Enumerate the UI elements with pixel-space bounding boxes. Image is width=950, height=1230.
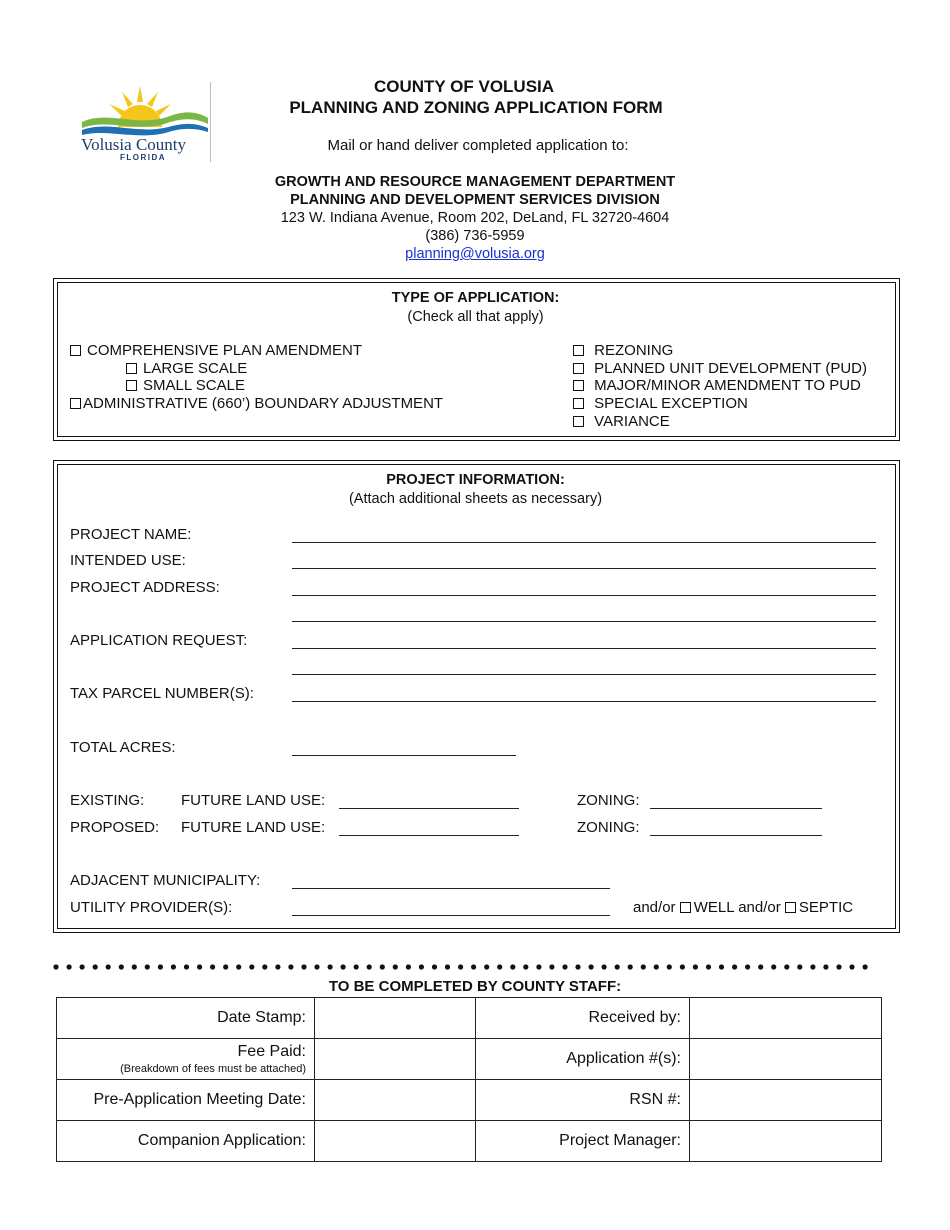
table-row: [57, 1039, 882, 1080]
application-type-heading: TYPE OF APPLICATION:: [391, 290, 560, 306]
separator-dot: [836, 964, 841, 969]
separator-dot: [810, 964, 815, 969]
rsn-label: RSN #:: [476, 1080, 690, 1121]
separator-dot: [93, 964, 98, 969]
separator-dot: [354, 964, 359, 969]
intended-use-label: INTENDED USE:: [70, 552, 186, 569]
existing-flu-label: FUTURE LAND USE:: [181, 792, 326, 809]
separator-dot: [523, 964, 528, 969]
pre-app-date-label: Pre-Application Meeting Date:: [57, 1080, 315, 1121]
separator-dot: [471, 964, 476, 969]
date-stamp-cell[interactable]: [315, 998, 476, 1039]
separator-dot: [132, 964, 137, 969]
separator-dot: [667, 964, 672, 969]
companion-app-label: Companion Application:: [57, 1121, 315, 1162]
sun-logo-icon: [78, 82, 212, 164]
separator-dot: [328, 964, 333, 969]
separator-dot: [288, 964, 293, 969]
title-county: COUNTY OF VOLUSIA: [373, 77, 555, 96]
separator-dot: [758, 964, 763, 969]
option-label: LARGE SCALE: [143, 360, 248, 377]
option-label: SMALL SCALE: [143, 377, 245, 394]
checkbox-septic[interactable]: [785, 902, 796, 913]
proposed-flu-label: FUTURE LAND USE:: [181, 819, 326, 836]
separator-dot: [797, 964, 802, 969]
separator-dot: [771, 964, 776, 969]
adjacent-municipality-label: ADJACENT MUNICIPALITY:: [70, 872, 261, 889]
project-name-label: PROJECT NAME:: [70, 526, 192, 543]
option-comprehensive-plan: [70, 342, 362, 360]
separator-dot: [197, 964, 202, 969]
rsn-cell[interactable]: [690, 1080, 882, 1121]
date-stamp-label: Date Stamp:: [57, 998, 315, 1039]
checkbox-small-scale[interactable]: [126, 380, 137, 391]
checkbox-pud-amendment[interactable]: [573, 380, 584, 391]
option-label: SPECIAL EXCEPTION: [594, 395, 748, 412]
separator-dot: [823, 964, 828, 969]
separator-dot: [210, 964, 215, 969]
proposed-label: PROPOSED:: [70, 819, 160, 836]
option-label: COMPREHENSIVE PLAN AMENDMENT: [87, 342, 363, 359]
separator-dot: [536, 964, 541, 969]
logo-text: Volusia County: [81, 135, 187, 154]
separator-dot: [706, 964, 711, 969]
option-label: VARIANCE: [594, 413, 670, 430]
option-rezoning: [573, 342, 673, 360]
division-name: PLANNING AND DEVELOPMENT SERVICES DIVISION: [290, 192, 660, 208]
separator-dot: [863, 964, 868, 969]
separator-dot: [80, 964, 85, 969]
staff-table: [56, 997, 882, 1162]
well-label: WELL: [693, 899, 735, 916]
fee-paid-label-cell: [57, 1039, 315, 1080]
and-or-text: and/or: [738, 899, 781, 916]
checkbox-well[interactable]: [680, 902, 691, 913]
project-info-subheading: (Attach additional sheets as necessary): [348, 491, 603, 507]
dotted-separator: [52, 962, 882, 972]
received-by-label: Received by:: [476, 998, 690, 1039]
tax-parcel-label: TAX PARCEL NUMBER(S):: [70, 685, 254, 702]
application-no-label: Application #(s):: [476, 1039, 690, 1080]
utility-provider-label: UTILITY PROVIDER(S):: [70, 899, 233, 916]
checkbox-rezoning[interactable]: [573, 345, 584, 356]
separator-dot: [301, 964, 306, 969]
septic-label: SEPTIC: [798, 899, 854, 916]
existing-zoning-label: ZONING:: [577, 792, 640, 809]
table-row: [57, 1080, 882, 1121]
application-no-cell[interactable]: [690, 1039, 882, 1080]
received-by-cell[interactable]: [690, 998, 882, 1039]
separator-dot: [393, 964, 398, 969]
separator-dot: [106, 964, 111, 969]
separator-dot: [432, 964, 437, 969]
separator-dot: [680, 964, 685, 969]
checkbox-large-scale[interactable]: [126, 363, 137, 374]
option-large-scale: [126, 360, 247, 378]
pre-app-date-cell[interactable]: [315, 1080, 476, 1121]
separator-dot: [158, 964, 163, 969]
option-special-exception: [573, 395, 748, 413]
separator-dot: [119, 964, 124, 969]
mail-instruction: Mail or hand deliver completed application to:: [327, 137, 629, 154]
logo-subtext: FLORIDA: [120, 153, 167, 162]
option-label: PLANNED UNIT DEVELOPMENT (PUD): [594, 360, 867, 377]
separator-dot: [367, 964, 372, 969]
application-request-label: APPLICATION REQUEST:: [70, 632, 248, 649]
checkbox-boundary-adjustment[interactable]: [70, 398, 81, 409]
fee-note: (Breakdown of fees must be attached): [120, 1063, 306, 1075]
separator-dot: [171, 964, 176, 969]
and-or-text: and/or: [633, 899, 676, 916]
checkbox-special-exception[interactable]: [573, 398, 584, 409]
separator-dot: [380, 964, 385, 969]
separator-dot: [445, 964, 450, 969]
project-manager-label: Project Manager:: [476, 1121, 690, 1162]
email-link[interactable]: planning@volusia.org: [405, 246, 545, 262]
separator-dot: [719, 964, 724, 969]
proposed-zoning-field[interactable]: [650, 835, 822, 836]
application-type-subheading: (Check all that apply): [407, 309, 544, 325]
project-manager-cell[interactable]: [690, 1121, 882, 1162]
option-small-scale: [126, 377, 245, 395]
fee-paid-label: Fee Paid:: [237, 1043, 306, 1060]
separator-dot: [784, 964, 789, 969]
option-boundary-adjustment: [70, 395, 443, 413]
separator-dot: [849, 964, 854, 969]
proposed-zoning-label: ZONING:: [577, 819, 640, 836]
separator-dot: [641, 964, 646, 969]
separator-dot: [314, 964, 319, 969]
tax-parcel-field[interactable]: [292, 701, 876, 702]
proposed-flu-field[interactable]: [339, 835, 519, 836]
separator-dot: [562, 964, 567, 969]
checkbox-variance[interactable]: [573, 416, 584, 427]
checkbox-comprehensive-plan[interactable]: [70, 345, 81, 356]
separator-dot: [693, 964, 698, 969]
separator-dot: [223, 964, 228, 969]
intended-use-field[interactable]: [292, 568, 876, 569]
fee-paid-cell[interactable]: [315, 1039, 476, 1080]
total-acres-label: TOTAL ACRES:: [70, 739, 176, 756]
existing-label: EXISTING:: [70, 792, 145, 809]
existing-flu-field[interactable]: [339, 808, 519, 809]
separator-dot: [53, 964, 58, 969]
separator-dot: [615, 964, 620, 969]
table-row: [57, 998, 882, 1039]
staff-section-heading: TO BE COMPLETED BY COUNTY STAFF:: [328, 978, 622, 995]
separator-dot: [341, 964, 346, 969]
separator-dot: [406, 964, 411, 969]
adjacent-municipality-field[interactable]: [292, 888, 610, 889]
separator-dot: [549, 964, 554, 969]
option-pud-amendment: [573, 377, 861, 395]
application-request-field-2[interactable]: [292, 674, 876, 675]
title-form: PLANNING AND ZONING APPLICATION FORM: [289, 98, 663, 117]
separator-dot: [510, 964, 515, 969]
separator-dot: [589, 964, 594, 969]
separator-dot: [745, 964, 750, 969]
application-request-field[interactable]: [292, 648, 876, 649]
phone-number: (386) 736-5959: [425, 228, 525, 244]
table-row: [57, 1121, 882, 1162]
department-name: GROWTH AND RESOURCE MANAGEMENT DEPARTMENT: [274, 174, 676, 190]
project-address-field-2[interactable]: [292, 621, 876, 622]
separator-dot: [732, 964, 737, 969]
separator-dot: [275, 964, 280, 969]
option-pud: [573, 360, 867, 378]
separator-dot: [497, 964, 502, 969]
separator-dot: [484, 964, 489, 969]
existing-zoning-field[interactable]: [650, 808, 822, 809]
separator-dot: [236, 964, 241, 969]
project-address-field[interactable]: [292, 595, 876, 596]
separator-dot: [67, 964, 72, 969]
volusia-county-logo: [78, 82, 212, 164]
option-label: REZONING: [594, 342, 674, 359]
separator-dot: [654, 964, 659, 969]
street-address: 123 W. Indiana Avenue, Room 202, DeLand, FL 32720-4604: [280, 210, 670, 226]
project-name-field[interactable]: [292, 542, 876, 543]
email-container: [215, 245, 735, 263]
project-address-label: PROJECT ADDRESS:: [70, 579, 220, 596]
option-label: MAJOR/MINOR AMENDMENT TO PUD: [594, 377, 861, 394]
companion-app-cell[interactable]: [315, 1121, 476, 1162]
separator-dot: [575, 964, 580, 969]
utility-provider-field[interactable]: [292, 915, 610, 916]
separator-dot: [628, 964, 633, 969]
project-info-heading: PROJECT INFORMATION:: [386, 472, 565, 488]
option-label: ADMINISTRATIVE (660’) BOUNDARY ADJUSTMENT: [83, 395, 444, 412]
separator-dot: [602, 964, 607, 969]
separator-dot: [458, 964, 463, 969]
separator-dot: [419, 964, 424, 969]
logo-divider: [210, 82, 211, 162]
separator-dot: [184, 964, 189, 969]
total-acres-field[interactable]: [292, 755, 516, 756]
separator-dot: [249, 964, 254, 969]
option-variance: [573, 413, 670, 431]
separator-dot: [262, 964, 267, 969]
separator-dot: [145, 964, 150, 969]
utility-options: [633, 899, 853, 916]
checkbox-pud[interactable]: [573, 363, 584, 374]
